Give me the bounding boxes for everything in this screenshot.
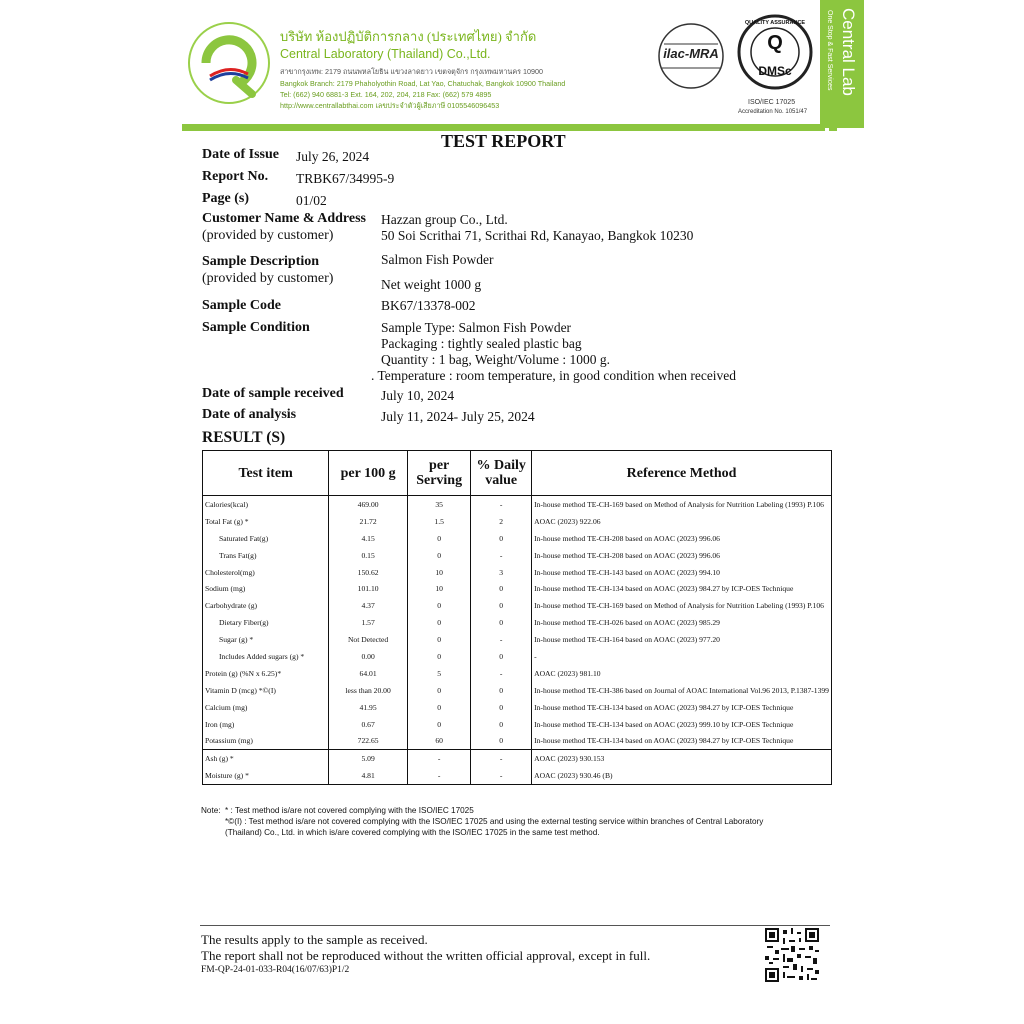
cell-per-serving: 0 [408, 631, 471, 648]
contact-info: Tel: (662) 940 6881-3 Ext. 164, 202, 204, 218 Fax: (662) 579 4895 [280, 90, 492, 99]
cell-test-item: Protein (g) (%N x 6.25)* [203, 665, 329, 682]
cell-reference-method: In-house method TE-CH-169 based on Method of Analysis for Nutrition Labeling (1993) P.106 [532, 597, 832, 614]
brand-side-subtitle: One Stop & Fast Services [826, 10, 833, 91]
cell-per-serving: - [408, 750, 471, 767]
col-header-test-item: Test item [203, 451, 329, 496]
company-logo [186, 20, 272, 106]
cell-reference-method: AOAC (2023) 930.153 [532, 750, 832, 767]
condition-type: Sample Type: Salmon Fish Powder [381, 320, 572, 335]
cell-per-serving: - [408, 767, 471, 784]
cell-daily-value: 2 [471, 513, 532, 530]
date-of-issue-label: Date of Issue [202, 147, 279, 162]
cell-reference-method: In-house method TE-CH-386 based on Journal of AOAC International Vol.96 2013, P.1387-1399 [532, 682, 832, 699]
cell-daily-value: - [471, 665, 532, 682]
table-row [203, 665, 832, 682]
cell-test-item: Iron (mg) [203, 716, 329, 733]
cell-test-item: Vitamin D (mcg) *©(I) [203, 682, 329, 699]
cell-per-100g: less than 20.00 [329, 682, 408, 699]
table-row [203, 648, 832, 665]
cell-reference-method: In-house method TE-CH-026 based on AOAC (2023) 985.29 [532, 614, 832, 631]
sample-description-2: Net weight 1000 g [381, 277, 482, 292]
cell-per-100g: 41.95 [329, 699, 408, 716]
sample-code-value: BK67/13378-002 [381, 298, 476, 313]
note-iso: * : Test method is/are not covered complying with the ISO/IEC 17025 [225, 806, 474, 815]
cell-daily-value: - [471, 631, 532, 648]
cell-daily-value: - [471, 496, 532, 513]
cell-per-100g: 4.15 [329, 530, 408, 547]
sample-description-sub: (provided by customer) [202, 271, 334, 286]
company-name-thai: บริษัท ห้องปฏิบัติการกลาง (ประเทศไทย) จำกัด [280, 29, 537, 44]
table-row [203, 631, 832, 648]
table-row [203, 732, 832, 749]
date-received-value: July 10, 2024 [381, 388, 455, 403]
cell-per-100g: 150.62 [329, 564, 408, 581]
customer-address: 50 Soi Scrithai 71, Scrithai Rd, Kanayao, Bangkok 10230 [381, 228, 694, 243]
cell-per-100g: 0.00 [329, 648, 408, 665]
accreditation-number: Accreditation No. 1051/47 [738, 109, 808, 115]
cell-reference-method: In-house method TE-CH-164 based on AOAC (2023) 977.20 [532, 631, 832, 648]
cell-per-100g: 101.10 [329, 580, 408, 597]
table-row [203, 767, 832, 784]
form-code: FM-QP-24-01-033-R04(16/07/63)P1/2 [201, 965, 350, 975]
page-value: 01/02 [296, 193, 327, 208]
cell-per-100g: 5.09 [329, 750, 408, 767]
condition-packaging: Packaging : tightly sealed plastic bag [381, 336, 582, 351]
cell-test-item: Sodium (mg) [203, 580, 329, 597]
cell-test-item: Calcium (mg) [203, 699, 329, 716]
col-header-daily-value: % Daily value [471, 451, 532, 496]
cell-per-100g: 4.81 [329, 767, 408, 784]
cell-reference-method: In-house method TE-CH-208 based on AOAC (2023) 996.06 [532, 530, 832, 547]
report-no-value: TRBK67/34995-9 [296, 171, 395, 186]
cell-test-item: Sugar (g) * [203, 631, 329, 648]
cell-daily-value: 0 [471, 648, 532, 665]
cell-test-item: Includes Added sugars (g) * [203, 648, 329, 665]
date-received-label: Date of sample received [202, 386, 344, 401]
report-no-label: Report No. [202, 169, 269, 184]
cell-reference-method: AOAC (2023) 930.46 (B) [532, 767, 832, 784]
condition-quantity: Quantity : 1 bag, Weight/Volume : 1000 g. [381, 352, 611, 367]
condition-temperature: . Temperature : room temperature, in good condition when received [371, 368, 737, 383]
cell-per-100g: 4.37 [329, 597, 408, 614]
cell-per-serving: 10 [408, 564, 471, 581]
address-hq: สาขากรุงเทพ: 2179 ถนนพหลโยธิน แขวงลาดยาว เขตจตุจักร กรุงเทพมหานคร 10900 [280, 67, 543, 76]
results-header-row [203, 451, 832, 496]
website-tax-id: http://www.centrallabthai.com เลขประจำตัวผู้เสียภาษี 0105546096453 [280, 101, 500, 110]
cell-per-serving: 0 [408, 614, 471, 631]
cell-test-item: Moisture (g) * [203, 767, 329, 784]
cell-test-item: Trans Fat(g) [203, 547, 329, 564]
col-header-per-100g: per 100 g [329, 451, 408, 496]
table-row [203, 699, 832, 716]
cell-reference-method: In-house method TE-CH-134 based on AOAC (2023) 984.27 by ICP-OES Technique [532, 732, 832, 749]
sample-code-label: Sample Code [202, 298, 281, 313]
cell-reference-method: In-house method TE-CH-134 based on AOAC (2023) 999.10 by ICP-OES Technique [532, 716, 832, 733]
col-header-per-serving: per Serving [408, 451, 471, 496]
date-analysis-value: July 11, 2024- July 25, 2024 [381, 409, 535, 424]
cell-reference-method: AOAC (2023) 922.06 [532, 513, 832, 530]
sample-description-1: Salmon Fish Powder [381, 252, 494, 267]
header-divider [182, 124, 822, 131]
cell-test-item: Calories(kcal) [203, 496, 329, 513]
results-heading: RESULT (S) [202, 429, 286, 446]
cell-daily-value: 0 [471, 580, 532, 597]
table-row [203, 580, 832, 597]
col-header-reference-method: Reference Method [532, 451, 832, 496]
date-analysis-label: Date of analysis [202, 407, 297, 422]
footer-line-1: The results apply to the sample as received. [201, 932, 428, 947]
cell-per-serving: 0 [408, 699, 471, 716]
cell-daily-value: - [471, 750, 532, 767]
table-row [203, 530, 832, 547]
cell-per-serving: 0 [408, 547, 471, 564]
note-external: *©(I) : Test method is/are not covered complying with the ISO/IEC 17025 and using the external testing service within branches of Central Laboratory [225, 817, 764, 826]
cell-daily-value: - [471, 767, 532, 784]
table-row [203, 597, 832, 614]
customer-name: Hazzan group Co., Ltd. [381, 212, 508, 227]
cell-daily-value: 0 [471, 530, 532, 547]
cell-per-100g: 0.15 [329, 547, 408, 564]
iso-label: ISO/IEC 17025 [748, 99, 796, 106]
cell-daily-value: 0 [471, 716, 532, 733]
cell-per-100g: 64.01 [329, 665, 408, 682]
cell-daily-value: 0 [471, 699, 532, 716]
cell-daily-value: 0 [471, 614, 532, 631]
cell-per-100g: 0.67 [329, 716, 408, 733]
cell-test-item: Cholesterol(mg) [203, 564, 329, 581]
date-of-issue-value: July 26, 2024 [296, 149, 370, 164]
cell-daily-value: 0 [471, 597, 532, 614]
cell-test-item: Total Fat (g) * [203, 513, 329, 530]
report-title: TEST REPORT [441, 131, 566, 151]
cell-test-item: Ash (g) * [203, 750, 329, 767]
table-row [203, 614, 832, 631]
cell-per-serving: 60 [408, 732, 471, 749]
customer-sub: (provided by customer) [202, 228, 334, 243]
cell-daily-value: 0 [471, 732, 532, 749]
table-row [203, 513, 832, 530]
cell-reference-method: In-house method TE-CH-143 based on AOAC (2023) 994.10 [532, 564, 832, 581]
cell-per-serving: 0 [408, 530, 471, 547]
note-label: Note: [201, 806, 221, 815]
table-row [203, 564, 832, 581]
brand-side-band [820, 0, 864, 128]
cell-per-serving: 0 [408, 716, 471, 733]
cell-daily-value: 0 [471, 682, 532, 699]
dmsc-quality-seal: QUALITY ASSURANCE Q DMSc [736, 12, 814, 96]
cell-per-serving: 0 [408, 648, 471, 665]
brand-side-title: Central Lab [839, 8, 858, 96]
cell-reference-method: In-house method TE-CH-169 based on Method of Analysis for Nutrition Labeling (1993) P.106 [532, 496, 832, 513]
customer-label: Customer Name & Address [202, 211, 366, 226]
table-row [203, 547, 832, 564]
page-label: Page (s) [202, 191, 250, 206]
cell-per-serving: 5 [408, 665, 471, 682]
cell-test-item: Dietary Fiber(g) [203, 614, 329, 631]
cell-per-serving: 1.5 [408, 513, 471, 530]
cell-per-serving: 35 [408, 496, 471, 513]
cell-per-serving: 0 [408, 597, 471, 614]
cell-daily-value: - [471, 547, 532, 564]
sample-description-label: Sample Description [202, 254, 320, 269]
table-row [203, 716, 832, 733]
cell-per-serving: 10 [408, 580, 471, 597]
table-row [203, 496, 832, 513]
cell-reference-method: In-house method TE-CH-134 based on AOAC (2023) 984.27 by ICP-OES Technique [532, 699, 832, 716]
cell-per-serving: 0 [408, 682, 471, 699]
table-row [203, 682, 832, 699]
cell-per-100g: 722.65 [329, 732, 408, 749]
cell-test-item: Carbohydrate (g) [203, 597, 329, 614]
note-external-cont: (Thailand) Co., Ltd. in which is/are covered complying with the ISO/IEC 17025 in the same test method. [225, 828, 600, 837]
cell-test-item: Saturated Fat(g) [203, 530, 329, 547]
cell-reference-method: In-house method TE-CH-208 based on AOAC (2023) 996.06 [532, 547, 832, 564]
cell-per-100g: Not Detected [329, 631, 408, 648]
sample-condition-label: Sample Condition [202, 320, 310, 335]
footer-divider [200, 925, 830, 926]
results-table [202, 450, 832, 785]
ilac-mra-mark: ilac-MRA [652, 20, 730, 92]
cell-reference-method: In-house method TE-CH-134 based on AOAC (2023) 984.27 by ICP-OES Technique [532, 580, 832, 597]
cell-per-100g: 1.57 [329, 614, 408, 631]
cell-test-item: Potassium (mg) [203, 732, 329, 749]
cell-reference-method: AOAC (2023) 981.10 [532, 665, 832, 682]
table-row [203, 750, 832, 767]
company-name-english: Central Laboratory (Thailand) Co.,Ltd. [280, 47, 491, 61]
header-dots [745, 125, 837, 131]
cell-per-100g: 469.00 [329, 496, 408, 513]
qr-code [765, 928, 819, 982]
address-branch: Bangkok Branch: 2179 Phaholyothin Road, Lat Yao, Chatuchak, Bangkok 10900 Thailand [280, 79, 566, 88]
cell-per-100g: 21.72 [329, 513, 408, 530]
footer-line-2: The report shall not be reproduced without the written official approval, except in full. [201, 948, 651, 963]
cell-daily-value: 3 [471, 564, 532, 581]
cell-reference-method: - [532, 648, 832, 665]
